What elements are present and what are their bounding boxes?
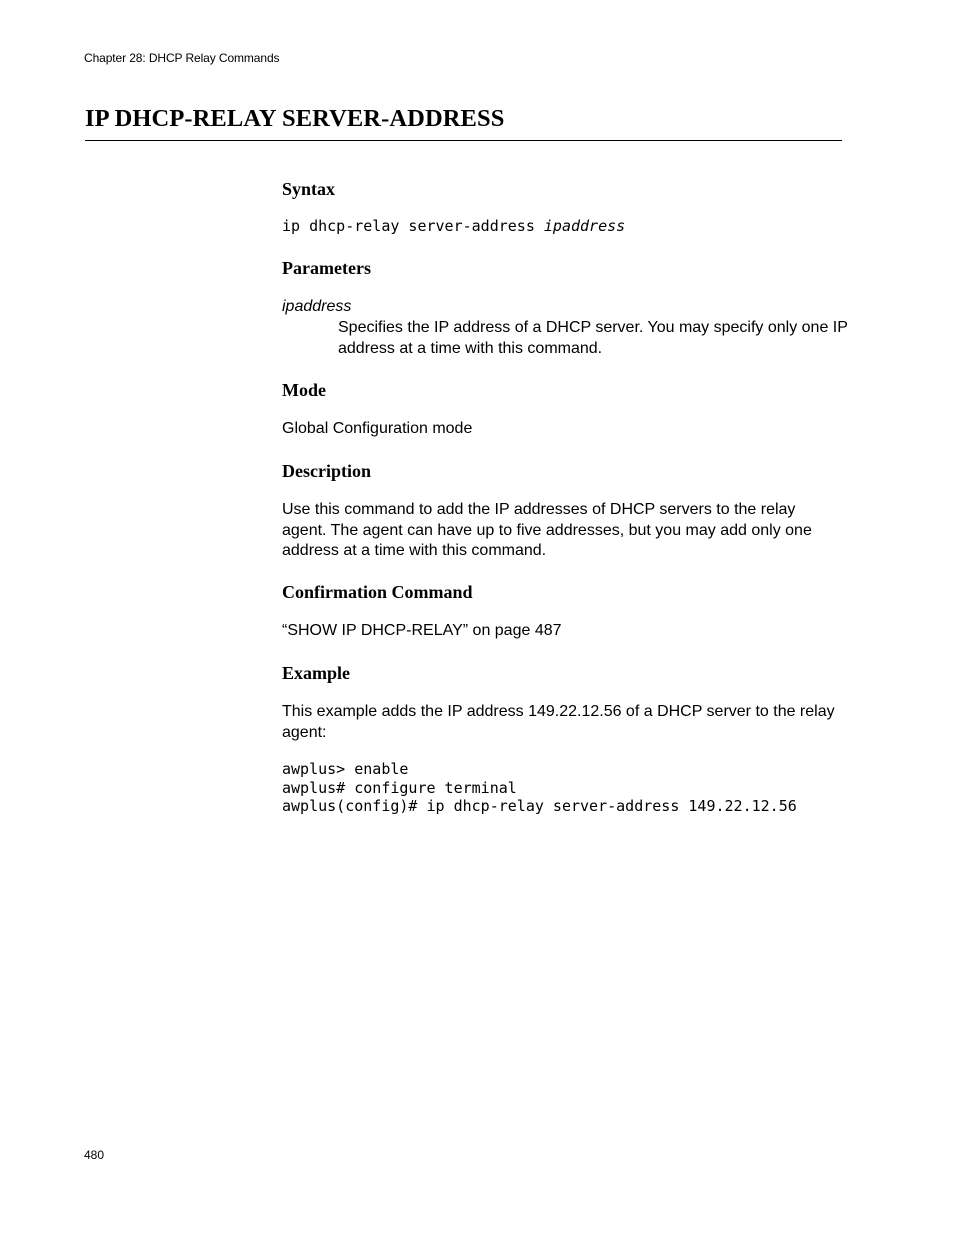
- syntax-command-text: ip dhcp-relay server-address: [282, 217, 544, 235]
- parameters-heading: Parameters: [282, 258, 371, 278]
- description-heading: Description: [282, 461, 371, 481]
- code-line: awplus# configure terminal: [282, 778, 517, 797]
- description-text: Use this command to add the IP addresses of DHCP servers to the relay agent. The agent can have up to five addresses, but you may add only one address at a time with this command.: [282, 501, 812, 559]
- confirmation-link[interactable]: “SHOW IP DHCP-RELAY” on page 487: [282, 622, 562, 639]
- parameter-description: Specifies the IP address of a DHCP server. You may specify only one IP address at a time with this command.: [338, 319, 848, 357]
- title-rule: [85, 140, 842, 141]
- running-header: Chapter 28: DHCP Relay Commands: [84, 51, 280, 65]
- mode-heading: Mode: [282, 380, 326, 400]
- code-line: awplus> enable: [282, 760, 409, 778]
- syntax-heading: Syntax: [282, 179, 336, 199]
- example-code-block: [282, 760, 797, 816]
- example-text: This example adds the IP address 149.22.12.56 of a DHCP server to the relay agent:: [282, 703, 835, 741]
- syntax-argument: ipaddress: [543, 217, 626, 235]
- page-number: 480: [84, 1148, 105, 1162]
- example-heading: Example: [282, 663, 351, 683]
- code-line: awplus(config)# ip dhcp-relay server-address 149.22.12.56: [282, 797, 797, 815]
- page-title: IP DHCP-RELAY SERVER-ADDRESS: [85, 105, 505, 132]
- confirmation-heading: Confirmation Command: [282, 582, 473, 602]
- mode-text: Global Configuration mode: [282, 420, 473, 437]
- parameter-term: ipaddress: [282, 298, 352, 315]
- syntax-command: [282, 217, 625, 236]
